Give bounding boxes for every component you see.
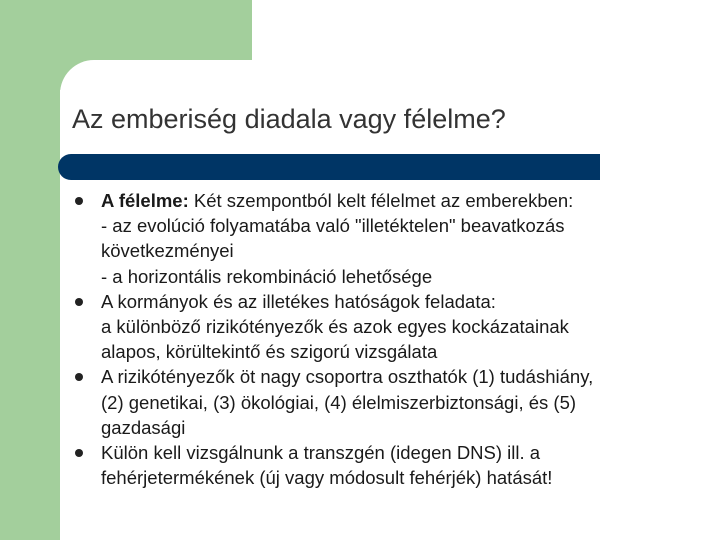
title-underline-bar [58, 154, 600, 180]
bullet-bold-lead: A félelme: [101, 190, 189, 211]
bullet-line [101, 188, 712, 213]
bullet-dot-icon [75, 298, 83, 306]
bullet-line: - a horizontális rekombináció lehetősége [101, 265, 433, 287]
bullet-item-fear [72, 188, 712, 289]
bullet-line: fehérjetermékének (új vagy módosult fehérjék) hatását! [101, 467, 553, 489]
bullet-item-risk-groups [72, 364, 712, 440]
slide-title: Az emberiség diadala vagy félelme? [72, 104, 506, 134]
bullet-text: Két szempontból kelt félelmet az emberekben: [188, 190, 574, 211]
bullet-dot-icon [75, 373, 83, 381]
bullet-line: (2) genetikai, (3) ökológiai, (4) élelmiszerbiztonsági, és (5) [101, 391, 577, 413]
bullet-line: A kormányok és az illetékes hatóságok feladata: [101, 290, 496, 312]
bullet-list [72, 188, 712, 490]
bullet-line: - az evolúció folyamatába való "illetéktelen" beavatkozás [101, 215, 565, 237]
left-accent-bar [0, 0, 60, 540]
bullet-item-transgene [72, 440, 712, 490]
bullet-dot-icon [75, 197, 83, 205]
bullet-line: alapos, körültekintő és szigorú vizsgálata [101, 341, 438, 363]
bullet-dot-icon [75, 449, 83, 457]
bullet-line: következményei [101, 240, 234, 262]
bullet-line: a különböző rizikótényezők és azok egyes kockázatainak [101, 316, 569, 338]
bullet-line: Külön kell vizsgálnunk a transzgén (idegen DNS) ill. a [101, 442, 541, 464]
bullet-item-government-task [72, 289, 712, 365]
bullet-line: A rizikótényezők öt nagy csoportra oszthatók (1) tudáshiány, [101, 366, 594, 388]
bullet-line: gazdasági [101, 416, 186, 438]
